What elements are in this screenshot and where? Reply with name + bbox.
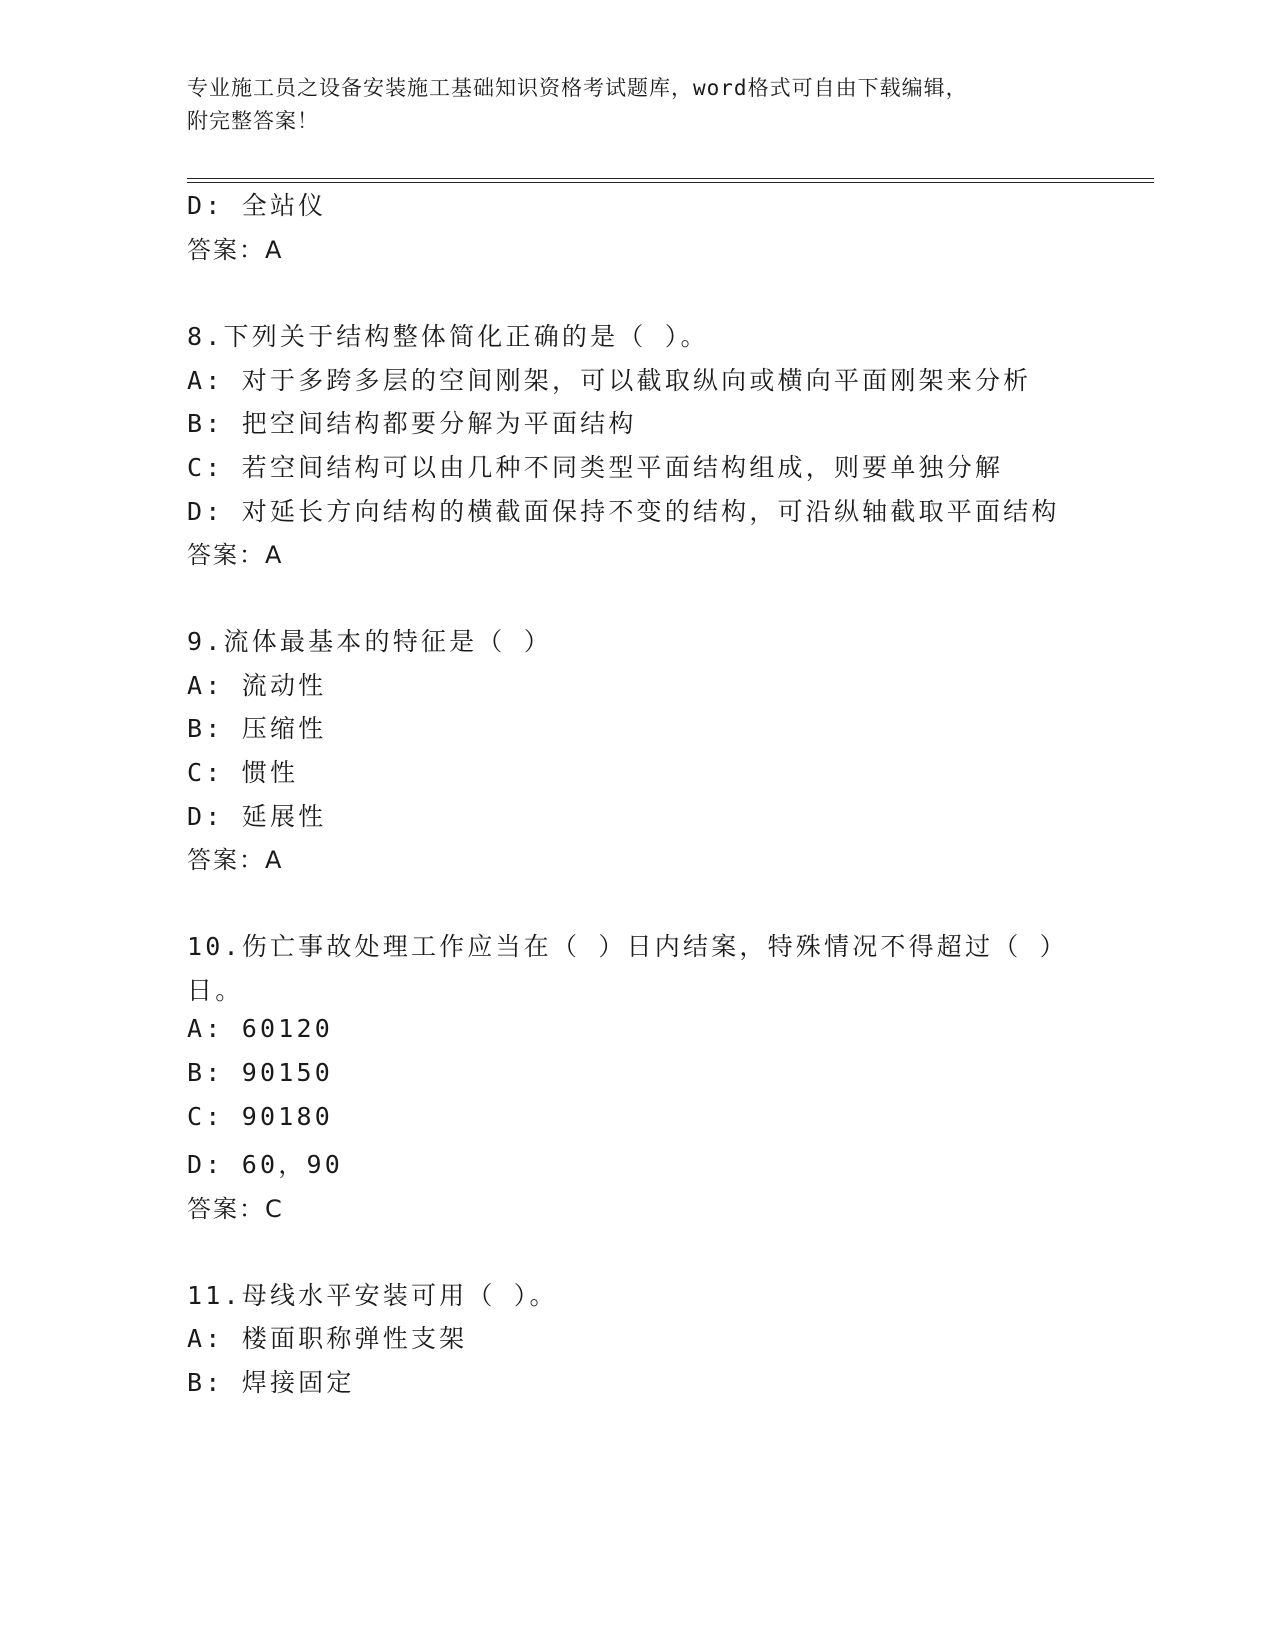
question-line: 日。 [187, 976, 244, 1005]
option-line: B: 压缩性 [187, 714, 327, 743]
option-line: B: 90150 [187, 1058, 334, 1087]
option-line: C: 若空间结构可以由几种不同类型平面结构组成，则要单独分解 [187, 453, 1004, 482]
header-divider [187, 178, 1154, 183]
document-header [187, 72, 1067, 138]
answer-line: 答案：A [187, 846, 284, 874]
option-line: B: 焊接固定 [187, 1368, 355, 1397]
answer-line: 答案：A [187, 541, 284, 569]
question-line: 9.流体最基本的特征是（ ） [187, 627, 552, 656]
option-line: C: 惯性 [187, 758, 299, 787]
option-line: D: 全站仪 [187, 191, 327, 220]
question-line: 11.母线水平安装可用（ ）。 [187, 1281, 558, 1310]
answer-line: 答案：A [187, 236, 284, 264]
header-line-1: 专业施工员之设备安装施工基础知识资格考试题库，word格式可自由下载编辑， [187, 76, 968, 100]
option-line: A: 楼面职称弹性支架 [187, 1324, 468, 1353]
option-line: C: 90180 [187, 1102, 334, 1131]
option-line: D: 对延长方向结构的横截面保持不变的结构，可沿纵轴截取平面结构 [187, 497, 1060, 526]
option-line: A: 流动性 [187, 671, 327, 700]
option-line: A: 对于多跨多层的空间刚架，可以截取纵向或横向平面刚架来分析 [187, 366, 1032, 395]
option-line: A: 60120 [187, 1014, 334, 1043]
question-line: 10.伤亡事故处理工作应当在（ ）日内结案，特殊情况不得超过（ ） [187, 932, 1068, 961]
option-line: B: 把空间结构都要分解为平面结构 [187, 409, 637, 438]
option-line: D: 延展性 [187, 802, 327, 831]
option-line: D: 60，90 [187, 1150, 343, 1179]
question-line: 8.下列关于结构整体简化正确的是（ ）。 [187, 322, 709, 351]
header-line-2: 附完整答案！ [187, 109, 319, 133]
answer-line: 答案：C [187, 1195, 284, 1223]
